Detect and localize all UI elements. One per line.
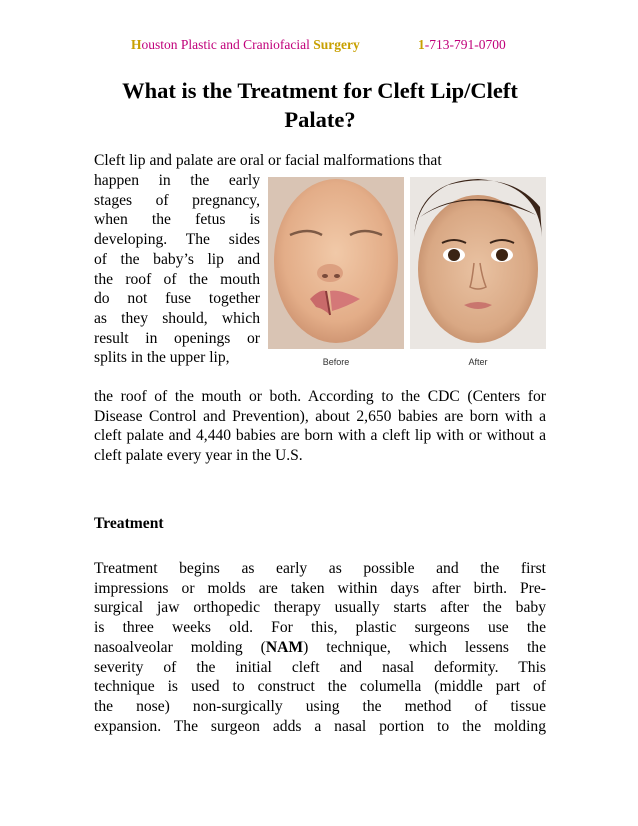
treatment-line-nam: nasoalveolar molding (NAM) technique, which lessens the xyxy=(94,638,546,656)
before-after-image xyxy=(268,177,546,372)
treatment-line: technique is used to construct the columella (middle part of xyxy=(94,678,546,696)
intro-line: as they should, which xyxy=(94,309,260,327)
intro-first-line: Cleft lip and palate are oral or facial malformations that xyxy=(94,152,442,169)
before-after-photo xyxy=(268,177,546,372)
intro-wrapped-text xyxy=(94,171,260,368)
header-company: Houston Plastic and Craniofacial Surgery xyxy=(131,37,360,52)
treatment-line: severity of the initial cleft and nasal deformity. This xyxy=(94,658,546,676)
treatment-line: Treatment begins as early as possible and the first xyxy=(94,560,546,577)
intro-paragraph-continued: the roof of the mouth or both. According to the CDC (Centers for Disease Control and Prevention), about 2,650 babies are born with a cleft palate and 4,440 babies are born with a cleft lip with or without a cleft palate every year in the U.S. xyxy=(94,388,546,465)
intro-line: when the fetus is xyxy=(94,211,260,229)
intro-line: developing. The sides xyxy=(94,231,260,249)
page-header xyxy=(0,37,638,55)
intro-line: of the baby’s lip and xyxy=(94,250,260,268)
section-heading-treatment: Treatment xyxy=(94,515,164,532)
before-caption: Before xyxy=(322,357,350,367)
intro-line: splits in the upper lip, xyxy=(94,349,230,367)
intro-line: result in openings or xyxy=(94,329,260,347)
page-title: What is the Treatment for Cleft Lip/Cleft Palate? xyxy=(122,78,518,132)
treatment-line: surgical jaw orthopedic therapy usually starts after the baby xyxy=(94,599,546,617)
intro-line: stages of pregnancy, xyxy=(94,191,260,209)
intro-line: happen in the early xyxy=(94,172,260,189)
treatment-line: expansion. The surgeon adds a nasal portion to the molding xyxy=(94,717,546,735)
treatment-line: impressions or molds are taken within days after birth. Pre- xyxy=(94,579,546,597)
treatment-line: the nose) non-surgically using the method of tissue xyxy=(94,697,546,715)
intro-line: the roof of the mouth xyxy=(94,270,260,288)
treatment-line: is three weeks old. For this, plastic surgeons use the xyxy=(94,619,546,637)
intro-line: do not fuse together xyxy=(94,290,260,308)
treatment-paragraph xyxy=(94,559,546,736)
nam-acronym: NAM xyxy=(265,638,304,656)
header-phone: 1-713-791-0700 xyxy=(418,37,506,52)
before-baby-face xyxy=(268,177,404,349)
after-caption: After xyxy=(468,357,488,367)
after-child-face xyxy=(410,177,546,349)
